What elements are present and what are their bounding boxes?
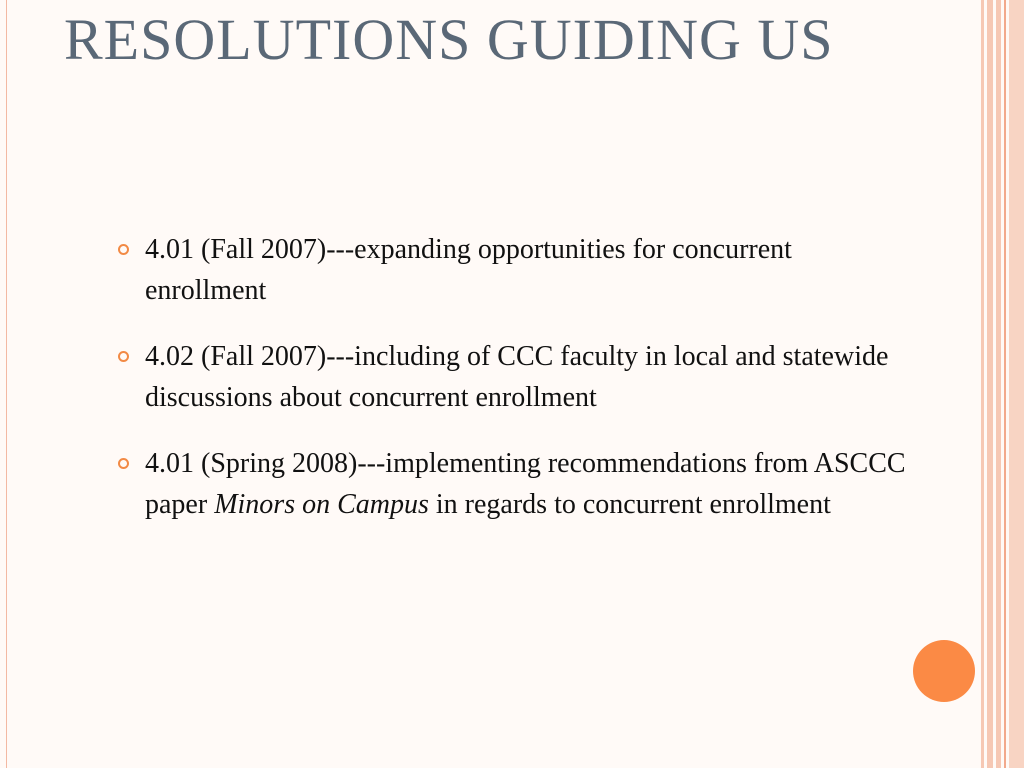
bullet-list <box>118 230 918 551</box>
left-border-line <box>6 0 7 768</box>
orange-circle-decoration <box>913 640 975 702</box>
bullet-item <box>118 337 918 418</box>
hollow-circle-bullet-icon <box>118 244 129 255</box>
bullet-text-continued: in regards to concurrent enrollment <box>428 488 831 520</box>
bullet-text: 4.01 (Fall 2007)---expanding opportunities for concurrent enrollment <box>145 234 792 306</box>
decorative-stripe <box>981 0 984 768</box>
decorative-stripe <box>1009 0 1024 768</box>
bullet-text: 4.01 (Spring 2008)---implementing recommendations from ASCCC paper <box>145 448 906 520</box>
decorative-stripe <box>996 0 1001 768</box>
hollow-circle-bullet-icon <box>118 458 129 469</box>
decorative-stripe <box>1004 0 1006 768</box>
bullet-text: 4.02 (Fall 2007)---including of CCC faculty in local and statewide discussions about concurrent enrollment <box>145 341 889 413</box>
decorative-stripe <box>987 0 993 768</box>
bullet-item <box>118 230 918 311</box>
bullet-item <box>118 444 918 525</box>
slide-title: RESOLUTIONS GUIDING US <box>64 7 834 72</box>
hollow-circle-bullet-icon <box>118 351 129 362</box>
paper-title: Minors on Campus <box>214 488 429 520</box>
